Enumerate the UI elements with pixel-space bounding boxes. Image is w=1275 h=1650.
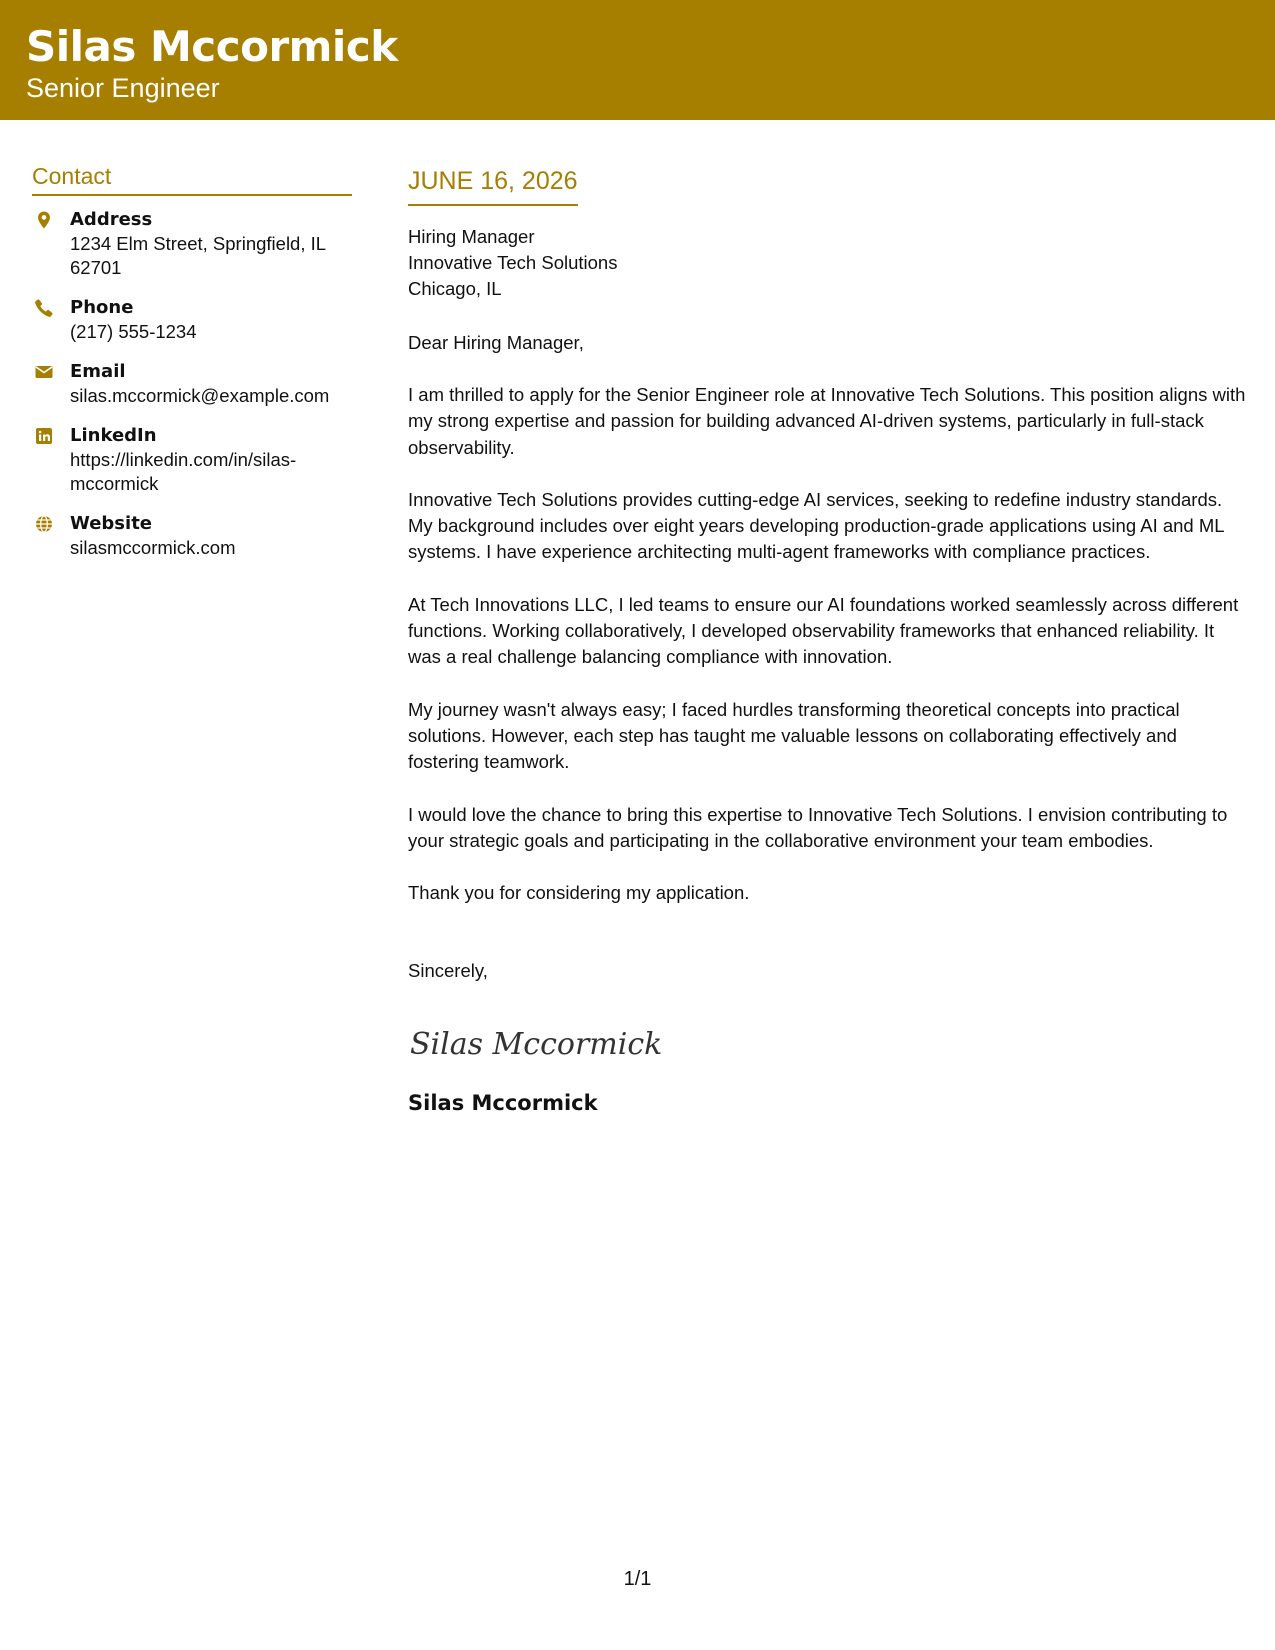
- contact-item-address: [32, 208, 352, 280]
- recipient-block: [408, 224, 1248, 302]
- contact-section-title: Contact: [32, 162, 352, 196]
- letter-body: [408, 166, 1248, 1116]
- handwritten-signature: [408, 1018, 1248, 1066]
- applicant-name: Silas Mccormick: [26, 22, 398, 71]
- contact-value-email[interactable]: silas.mccormick@example.com: [70, 385, 330, 406]
- contact-label-website: Website: [70, 513, 153, 534]
- letter-paragraph: I would love the chance to bring this expertise to Innovative Tech Solutions. I envision contributing to your strategic goals and participating in the collaborative environment your team embodies.: [408, 803, 1228, 851]
- recipient-line: Innovative Tech Solutions: [408, 252, 618, 273]
- recipient-line: Chicago, IL: [408, 278, 502, 299]
- contact-item-phone: [32, 296, 352, 344]
- signature-text: Silas Mccormick: [410, 1027, 663, 1063]
- contact-value-linkedin[interactable]: https://linkedin.com/in/silas-mccormick: [70, 449, 297, 494]
- contact-label-email: Email: [70, 361, 126, 382]
- contact-sidebar: [32, 162, 352, 576]
- contact-list: [32, 208, 352, 560]
- signed-name: Silas Mccormick: [408, 1091, 598, 1116]
- linkedin-icon: [34, 426, 54, 446]
- closing: Sincerely,: [408, 960, 488, 982]
- contact-item-website: [32, 512, 352, 560]
- contact-label-phone: Phone: [70, 297, 134, 318]
- contact-label-linkedin: LinkedIn: [70, 425, 157, 446]
- recipient-line: Hiring Manager: [408, 226, 535, 247]
- letter-paragraph: At Tech Innovations LLC, I led teams to ensure our AI foundations worked seamlessly across different functions. Working collaboratively, I developed observability frameworks that enhanced reliability. It was a real challenge balancing compliance with innovation.: [408, 593, 1239, 668]
- salutation: Dear Hiring Manager,: [408, 332, 584, 353]
- contact-item-linkedin: [32, 424, 352, 496]
- map-pin-icon: [34, 210, 54, 230]
- phone-icon: [34, 298, 54, 318]
- letter-date: JUNE 16, 2026: [408, 166, 578, 206]
- letter-paragraph: Innovative Tech Solutions provides cutting-edge AI services, seeking to redefine industry standards. My background includes over eight years developing production-grade applications using AI and ML systems. I have experience architecting multi-agent frameworks with compliance practices.: [408, 488, 1224, 563]
- header-banner: [0, 0, 1275, 120]
- envelope-icon: [34, 362, 54, 382]
- contact-value-address: 1234 Elm Street, Springfield, IL 62701: [70, 233, 326, 278]
- contact-label-address: Address: [70, 209, 153, 230]
- contact-item-email: [32, 360, 352, 408]
- contact-value-phone: (217) 555-1234: [70, 321, 197, 342]
- page-number: 1/1: [623, 1568, 652, 1590]
- globe-icon: [34, 514, 54, 534]
- letter-paragraph: My journey wasn't always easy; I faced hurdles transforming theoretical concepts into practical solutions. However, each step has taught me valuable lessons on collaborating effectively and fostering teamwork.: [408, 698, 1180, 773]
- applicant-title: Senior Engineer: [26, 73, 220, 103]
- contact-value-website[interactable]: silasmccormick.com: [70, 537, 236, 558]
- letter-paragraph: I am thrilled to apply for the Senior Engineer role at Innovative Tech Solutions. This position aligns with my strong expertise and passion for building advanced AI-driven systems, particularly in full-stack observability.: [408, 384, 1246, 458]
- letter-paragraph: Thank you for considering my application.: [408, 882, 750, 904]
